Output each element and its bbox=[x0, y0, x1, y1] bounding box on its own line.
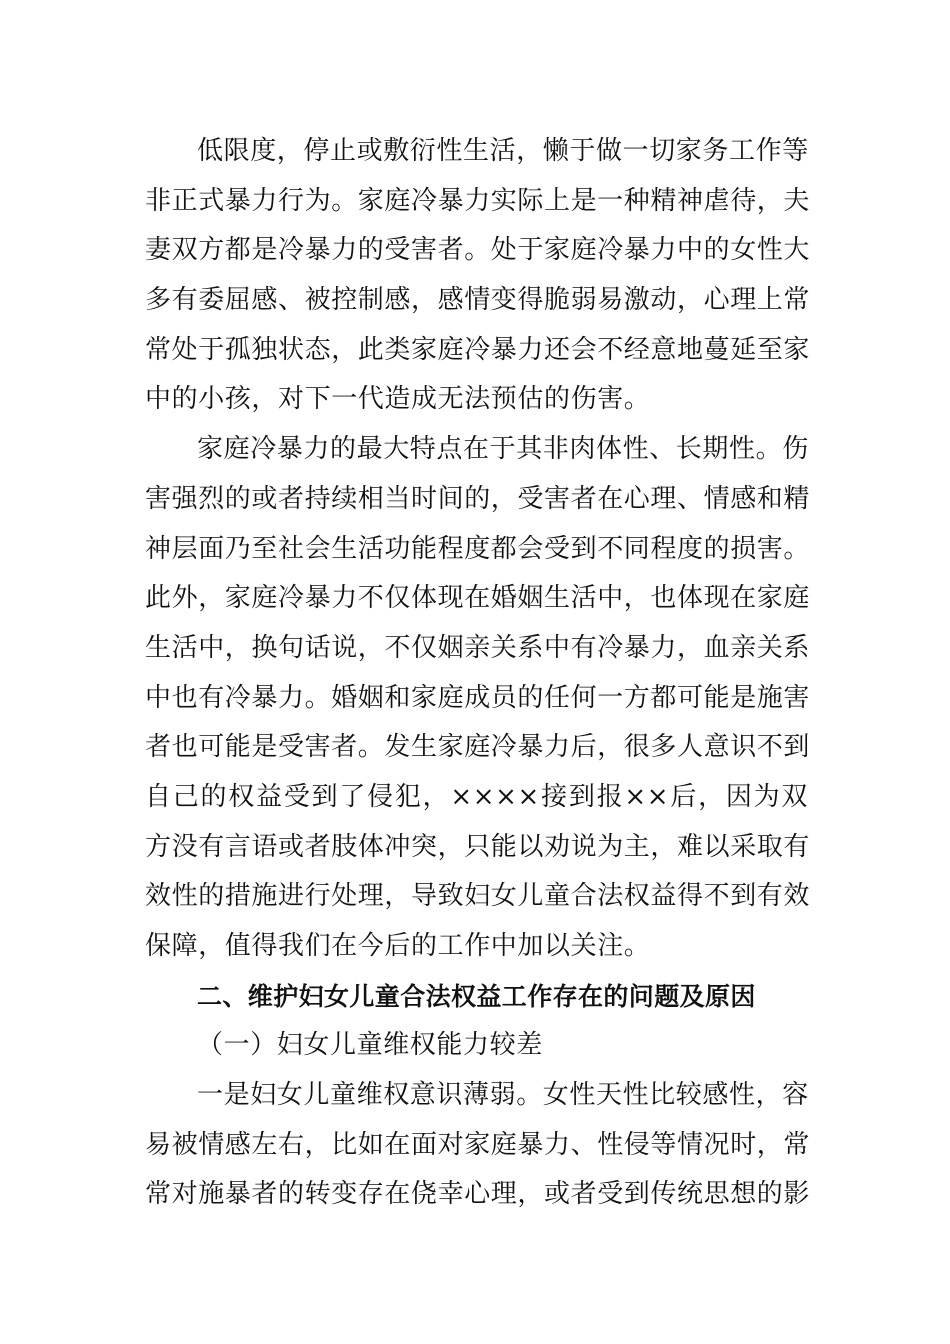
text-line: 生活中，换句话说，不仅姻亲关系中有冷暴力，血亲关系 bbox=[145, 632, 811, 663]
text-line: 易被情感左右，比如在面对家庭暴力、性侵等情况时，常 bbox=[145, 1129, 811, 1160]
text-line: 常对施暴者的转变存在侥幸心理，或者受到传统思想的影 bbox=[145, 1179, 811, 1210]
text-line: 常处于孤独状态，此类家庭冷暴力还会不经意地蔓延至家 bbox=[145, 334, 811, 365]
paragraph-cold-violence-characteristics bbox=[145, 425, 811, 972]
text-line: 者也可能是受害者。发生家庭冷暴力后，很多人意识不到 bbox=[145, 732, 811, 763]
paragraph-rights-awareness bbox=[145, 1071, 811, 1220]
text-line: 一是妇女儿童维权意识薄弱。女性天性比较感性，容 bbox=[197, 1080, 809, 1111]
text-line: 自己的权益受到了侵犯，××××接到报××后，因为双 bbox=[145, 781, 808, 812]
subsection-heading: （一）妇女儿童维权能力较差 bbox=[197, 1030, 543, 1061]
text-line: 非正式暴力行为。家庭冷暴力实际上是一种精神虐待，夫 bbox=[145, 185, 811, 216]
text-line: 低限度，停止或敷衍性生活，懒于做一切家务工作等 bbox=[197, 136, 809, 166]
text-line: 中的小孩，对下一代造成无法预估的伤害。 bbox=[145, 384, 651, 415]
text-line: 保障，值得我们在今后的工作中加以关注。 bbox=[145, 931, 651, 961]
text-line: 多有委屈感、被控制感，感情变得脆弱易激动，心理上常 bbox=[145, 285, 811, 316]
text-line: 神层面乃至社会生活功能程度都会受到不同程度的损害。 bbox=[145, 533, 811, 564]
text-line: 家庭冷暴力的最大特点在于其非肉体性、长期性。伤 bbox=[197, 434, 809, 465]
text-line: 中也有冷暴力。婚姻和家庭成员的任何一方都可能是施害 bbox=[145, 682, 811, 713]
document-body bbox=[145, 127, 811, 1220]
section-heading: 二、维护妇女儿童合法权益工作存在的问题及原因 bbox=[197, 981, 756, 1011]
text-line: 害强烈的或者持续相当时间的，受害者在心理、情感和精 bbox=[145, 483, 811, 514]
paragraph-cold-violence-effects bbox=[145, 127, 811, 425]
text-line: 效性的措施进行处理，导致妇女儿童合法权益得不到有效 bbox=[145, 881, 811, 912]
text-line: 方没有言语或者肢体冲突，只能以劝说为主，难以采取有 bbox=[145, 831, 811, 862]
text-line: 妻双方都是冷暴力的受害者。处于家庭冷暴力中的女性大 bbox=[145, 235, 811, 266]
text-line: 此外，家庭冷暴力不仅体现在婚姻生活中，也体现在家庭 bbox=[145, 583, 811, 614]
